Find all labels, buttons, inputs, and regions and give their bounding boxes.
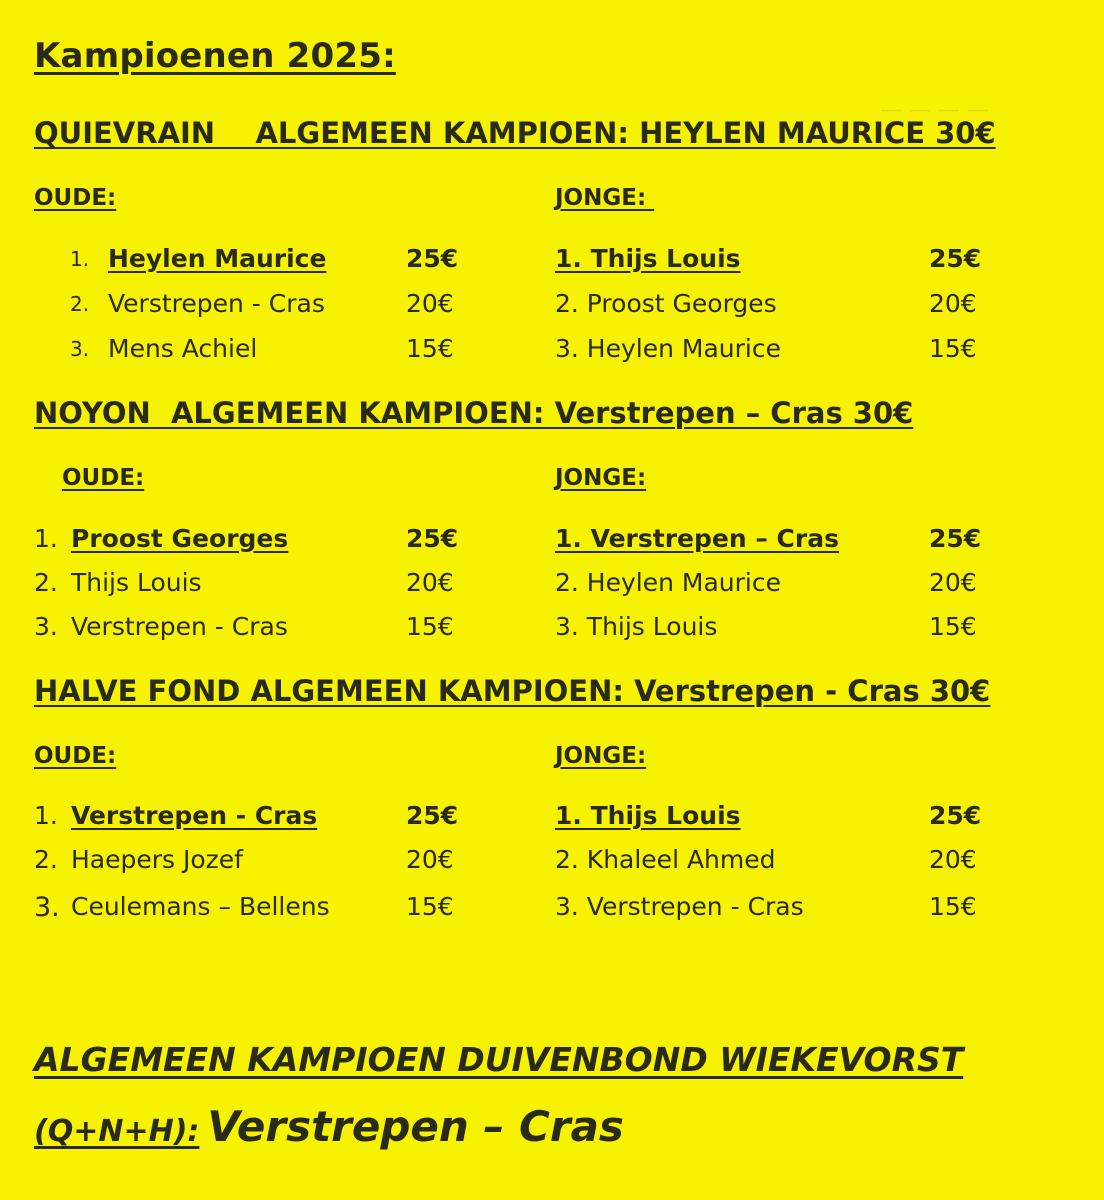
prize-amount: 25€ [929, 801, 982, 830]
participant-name: Mens Achiel [108, 334, 258, 363]
participant-name: Verstrepen - Cras [108, 289, 325, 318]
list-item [555, 892, 995, 926]
list-item [34, 892, 490, 926]
list-item [555, 334, 995, 368]
participant-name: 1. Thijs Louis [555, 801, 741, 830]
section-title-quievrain: QUIEVRAIN ALGEMEEN KAMPIOEN: HEYLEN MAURICE 30€ [34, 116, 996, 150]
participant-name: 2. Khaleel Ahmed [555, 845, 776, 874]
rank-number: 3. [34, 892, 60, 923]
participant-name: 2. Proost Georges [555, 289, 777, 318]
overall-code: (Q+N+H): [34, 1114, 200, 1149]
prize-amount: 25€ [406, 244, 459, 273]
participant-name: 2. Heylen Maurice [555, 568, 781, 597]
rank-number: 2. [70, 292, 90, 316]
section-title-noyon: NOYON ALGEMEEN KAMPIOEN: Verstrepen – Cras 30€ [34, 396, 914, 430]
rank-number: 2. [34, 845, 58, 874]
participant-name: Heylen Maurice [108, 244, 327, 273]
prize-amount: 25€ [406, 524, 459, 553]
prize-amount: 15€ [929, 892, 977, 921]
list-item [555, 524, 995, 558]
rank-number: 3. [70, 337, 90, 361]
rank-number: 3. [34, 612, 58, 641]
oude-heading: OUDE: [62, 465, 145, 491]
participant-name: Verstrepen - Cras [71, 801, 318, 830]
list-item [555, 612, 995, 646]
prize-amount: 15€ [929, 612, 977, 641]
jonge-heading: JONGE: [555, 743, 647, 769]
oude-heading: OUDE: [34, 185, 117, 211]
prize-amount: 20€ [929, 289, 977, 318]
list-item [555, 845, 995, 879]
prize-amount: 15€ [929, 334, 977, 363]
participant-name: Verstrepen - Cras [71, 612, 288, 641]
list-item [34, 801, 490, 835]
participant-name: 3. Verstrepen - Cras [555, 892, 804, 921]
list-item [70, 289, 490, 323]
page-title: Kampioenen 2025: [34, 36, 396, 76]
participant-name: Haepers Jozef [71, 845, 243, 874]
prize-amount: 15€ [406, 612, 454, 641]
participant-name: Ceulemans – Bellens [71, 892, 330, 921]
participant-name: 1. Thijs Louis [555, 244, 741, 273]
rank-number: 1. [70, 247, 90, 271]
show-through-text: — — — — [880, 98, 989, 123]
prize-amount: 25€ [406, 801, 459, 830]
overall-champion-heading: ALGEMEEN KAMPIOEN DUIVENBOND WIEKEVORST [34, 1040, 964, 1079]
list-item [555, 568, 995, 602]
prize-amount: 25€ [929, 524, 982, 553]
list-item [34, 568, 490, 602]
list-item [34, 612, 490, 646]
overall-champion-line [34, 1102, 624, 1151]
participant-name: Proost Georges [71, 524, 289, 553]
participant-name: 3. Heylen Maurice [555, 334, 781, 363]
prize-amount: 20€ [406, 845, 454, 874]
list-item [34, 845, 490, 879]
jonge-heading: JONGE: [555, 185, 655, 211]
list-item [70, 244, 490, 278]
jonge-heading: JONGE: [555, 465, 647, 491]
rank-number: 1. [34, 524, 58, 553]
prize-amount: 15€ [406, 892, 454, 921]
list-item [70, 334, 490, 368]
prize-amount: 20€ [929, 845, 977, 874]
list-item [555, 244, 995, 278]
section-title-halve-fond: HALVE FOND ALGEMEEN KAMPIOEN: Verstrepen - Cras 30€ [34, 674, 991, 708]
prize-amount: 20€ [929, 568, 977, 597]
rank-number: 1. [34, 801, 58, 830]
list-item [555, 801, 995, 835]
prize-amount: 15€ [406, 334, 454, 363]
oude-heading: OUDE: [34, 743, 117, 769]
rank-number: 2. [34, 568, 58, 597]
prize-amount: 20€ [406, 289, 454, 318]
participant-name: Thijs Louis [71, 568, 202, 597]
participant-name: 3. Thijs Louis [555, 612, 718, 641]
prize-amount: 20€ [406, 568, 454, 597]
participant-name: 1. Verstrepen – Cras [555, 524, 839, 553]
overall-winner: Verstrepen – Cras [207, 1102, 624, 1151]
list-item [555, 289, 995, 323]
list-item [34, 524, 490, 558]
prize-amount: 25€ [929, 244, 982, 273]
